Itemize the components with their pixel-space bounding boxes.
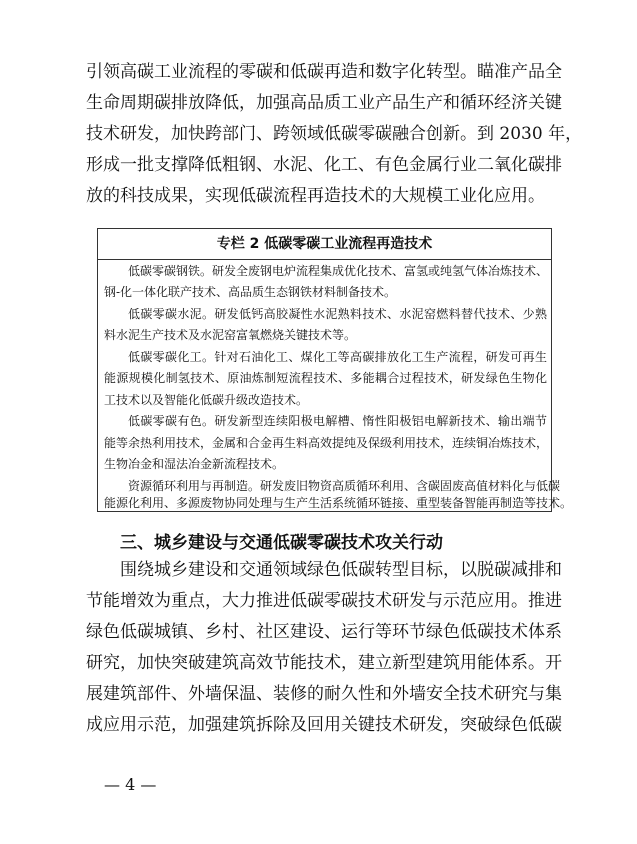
page-number: — 4 — [104, 775, 157, 794]
text-line: 放的科技成果，实现低碳流程再造技术的大规模工业化应用。 [86, 186, 545, 206]
box-line: 低碳零碳钢铁。研发全废钢电炉流程集成优化技术、富氢或纯氢气体冶炼技术、 [128, 264, 549, 278]
text-line: 绿色低碳城镇、乡村、社区建设、运行等环节绿色低碳技术体系 [86, 622, 562, 642]
text-line: 技术研发，加快跨部门、跨领域低碳零碳融合创新。到 2030 年， [86, 124, 583, 144]
box-line: 能源规模化制氢技术、原油炼制短流程技术、多能耦合过程技术，研发绿色生物化 [104, 371, 547, 385]
text-line: 展建筑部件、外墙保温、装修的耐久性和外墙安全技术研究与集 [86, 684, 562, 704]
text-line: 形成一批支撑降低粗钢、水泥、化工、有色金属行业二氧化碳排 [86, 155, 562, 175]
text-line: 引领高碳工业流程的零碳和低碳再造和数字化转型。瞄准产品全 [86, 62, 562, 82]
box-line: 资源循环利用与再制造。研发废旧物资高质循环利用、含碳固废高值材料化与低碳 [128, 479, 561, 493]
text-line: 研究，加快突破建筑高效节能技术，建立新型建筑用能体系。开 [86, 653, 562, 673]
box-line: 能源化利用、多源废物协同处理与生产生活系统循环链接、重型装备智能再制造等技术。 [104, 496, 573, 510]
box-line: 料水泥生产技术及水泥窑富氧燃烧关键技术等。 [104, 328, 357, 342]
text-line: 围绕城乡建设和交通领域绿色低碳转型目标，以脱碳减排和 [120, 560, 562, 580]
box-line: 低碳零碳化工。针对石油化工、煤化工等高碳排放化工生产流程，研发可再生 [128, 350, 547, 364]
box-line: 钢-化一体化联产技术、高品质生态钢铁材料制备技术。 [104, 285, 397, 299]
box-title: 专栏 2 低碳零碳工业流程再造技术 [98, 229, 551, 260]
section-heading: 三、城乡建设与交通低碳零碳技术攻关行动 [120, 533, 443, 553]
box-line: 能等余热利用技术，金属和合金再生料高效提纯及保级利用技术，连续铜冶炼技术， [104, 436, 549, 450]
box-line: 低碳零碳有色。研发新型连续阳极电解槽、惰性阳极铝电解新技术、输出端节 [128, 414, 547, 428]
box-line: 生物冶金和湿法冶金新流程技术。 [104, 457, 285, 471]
box-line: 低碳零碳水泥。研发低钙高胶凝性水泥熟料技术、水泥窑燃料替代技术、少熟 [128, 307, 547, 321]
sidebar-box [97, 228, 573, 512]
text-line: 生命周期碳排放降低，加强高品质工业产品生产和循环经济关键 [86, 93, 562, 113]
text-line: 成应用示范，加强建筑拆除及回用关键技术研发，突破绿色低碳 [86, 715, 562, 735]
text-line: 节能增效为重点，大力推进低碳零碳技术研发与示范应用。推进 [86, 591, 562, 611]
box-line: 工技术以及智能化低碳升级改造技术。 [104, 393, 309, 407]
